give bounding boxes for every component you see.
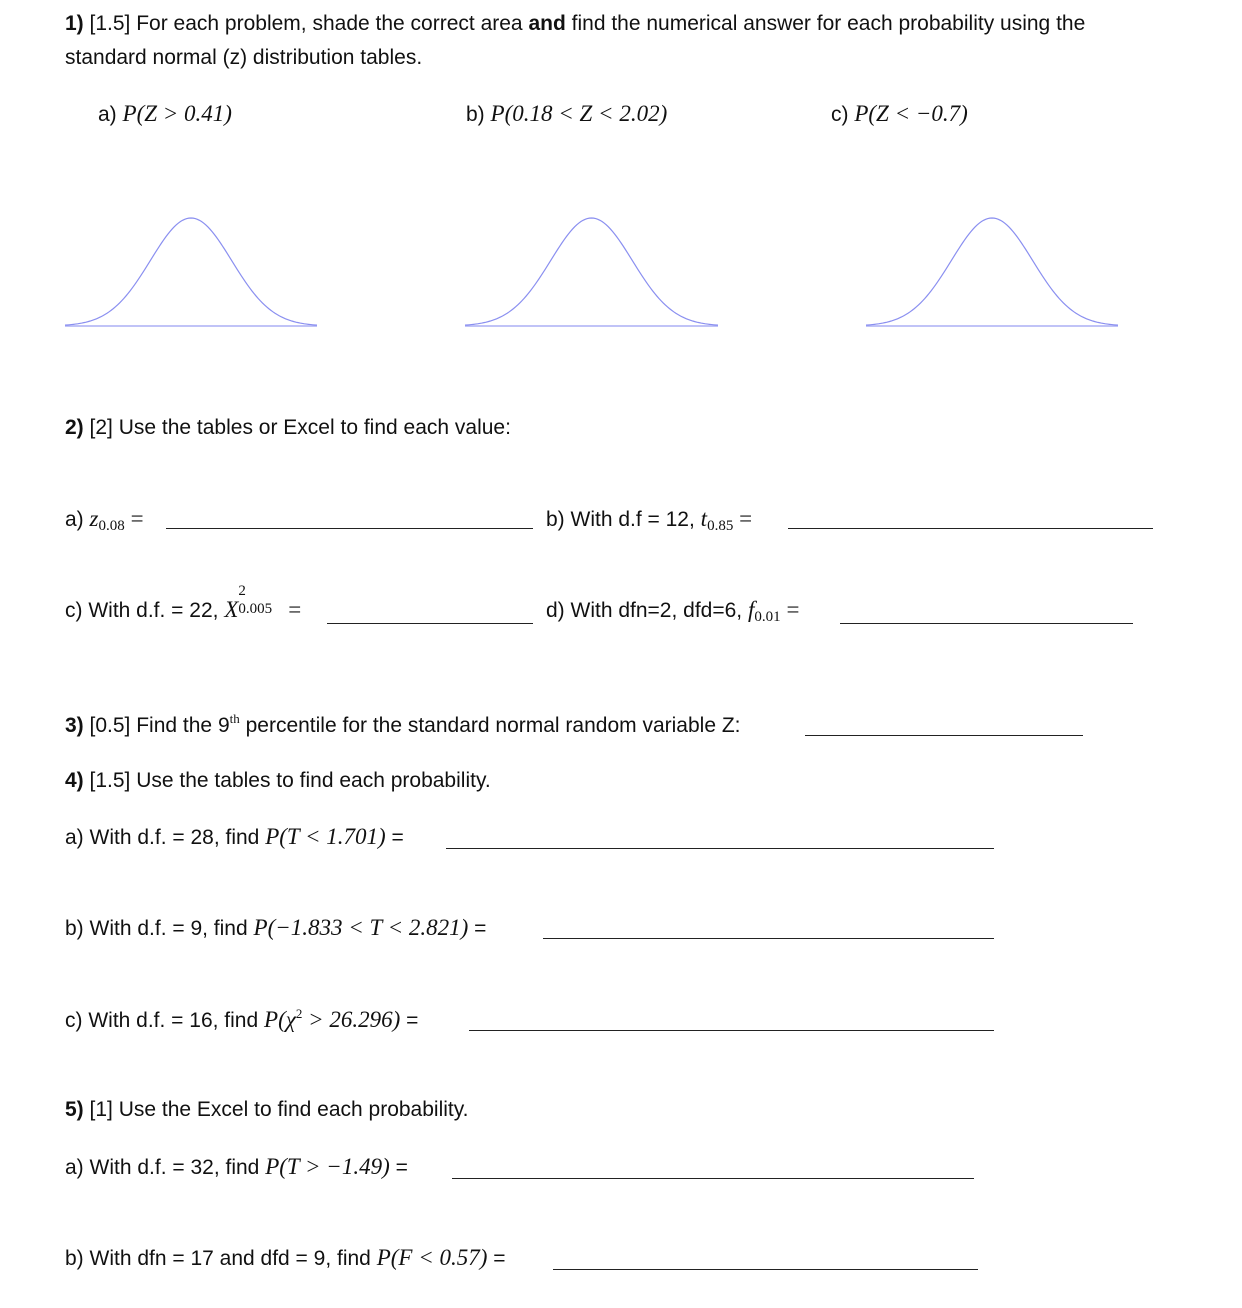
q4c-eq: = bbox=[406, 1009, 419, 1032]
q2d-sub: 0.01 bbox=[754, 609, 781, 625]
q2-part-a bbox=[65, 506, 144, 535]
q1b-expr: P(0.18 < Z < 2.02) bbox=[490, 101, 668, 126]
q2d-answer-blank[interactable] bbox=[840, 623, 1133, 624]
q2-part-b bbox=[546, 506, 752, 535]
q2b-eq: = bbox=[739, 506, 753, 531]
q4b-eq: = bbox=[474, 917, 487, 940]
q5-header bbox=[65, 1098, 469, 1122]
q4a-eq: = bbox=[391, 826, 404, 849]
q2d-eq: = bbox=[786, 597, 800, 622]
q1-line2: standard normal (z) distribution tables. bbox=[65, 46, 423, 69]
q4-number: 4) bbox=[65, 769, 84, 792]
q1-rest: find the numerical answer for each probability using the bbox=[571, 12, 1086, 35]
q1a-label: a) bbox=[98, 103, 117, 126]
q5a-eq: = bbox=[395, 1156, 408, 1179]
q2d-var: f bbox=[747, 597, 755, 622]
q2a-sub: 0.08 bbox=[98, 518, 125, 534]
q4a-expr: P(T < 1.701) bbox=[265, 824, 386, 849]
q3-pre: [0.5] Find the 9 bbox=[89, 714, 230, 737]
q1a-expr: P(Z > 0.41) bbox=[122, 101, 232, 126]
q2c-answer-blank[interactable] bbox=[327, 623, 533, 624]
q2-part-c bbox=[65, 583, 302, 623]
q1-part-c bbox=[831, 101, 968, 127]
q3-post: percentile for the standard normal random variable Z: bbox=[245, 714, 741, 737]
q5b-expr: P(F < 0.57) bbox=[376, 1245, 488, 1270]
q5-number: 5) bbox=[65, 1098, 84, 1121]
q4a-label: a) With d.f. = 28, find bbox=[65, 826, 260, 849]
normal-curve-c[interactable] bbox=[866, 210, 1118, 330]
q2a-eq: = bbox=[130, 506, 144, 531]
q5a-answer-blank[interactable] bbox=[452, 1178, 974, 1179]
q1-part-a bbox=[98, 101, 232, 127]
bell-curve-c bbox=[866, 218, 1118, 325]
q4c-answer-blank[interactable] bbox=[469, 1030, 994, 1031]
q5b-eq: = bbox=[493, 1247, 506, 1270]
q2c-sub: 0.005 bbox=[238, 601, 273, 617]
q2-part-d bbox=[546, 597, 799, 626]
q3-line bbox=[65, 711, 741, 738]
q2a-answer-blank[interactable] bbox=[166, 528, 533, 529]
q2a-label: a) bbox=[65, 508, 84, 531]
q1c-expr: P(Z < −0.7) bbox=[854, 101, 968, 126]
q4b-answer-blank[interactable] bbox=[543, 938, 994, 939]
q5b-answer-blank[interactable] bbox=[553, 1269, 978, 1270]
q4b-expr: P(−1.833 < T < 2.821) bbox=[253, 915, 469, 940]
normal-curve-b[interactable] bbox=[465, 210, 718, 330]
q2c-label: c) With d.f. = 22, bbox=[65, 599, 219, 622]
q2a-var: z bbox=[89, 506, 99, 531]
q4-header bbox=[65, 769, 491, 793]
q1-and: and bbox=[528, 12, 566, 35]
q1c-label: c) bbox=[831, 103, 849, 126]
q4c-expr-pre: P(χ bbox=[264, 1007, 296, 1032]
q4b-label: b) With d.f. = 9, find bbox=[65, 917, 248, 940]
q2c-eq: = bbox=[288, 597, 302, 622]
q5a-label: a) With d.f. = 32, find bbox=[65, 1156, 260, 1179]
q2c-sup: 2 bbox=[238, 583, 246, 599]
q2d-label: d) With dfn=2, dfd=6, bbox=[546, 599, 743, 622]
q2b-var: t bbox=[700, 506, 708, 531]
q3-number: 3) bbox=[65, 714, 84, 737]
q1-points-text: [1.5] For each problem, shade the correct area bbox=[89, 12, 523, 35]
q1-number: 1) bbox=[65, 12, 84, 35]
q1b-label: b) bbox=[466, 103, 485, 126]
bell-curve-a bbox=[65, 218, 317, 325]
q4a-answer-blank[interactable] bbox=[446, 848, 994, 849]
q3-sup: th bbox=[229, 711, 240, 726]
q5-text: [1] Use the Excel to find each probability. bbox=[89, 1098, 469, 1121]
q2c-var: X bbox=[224, 597, 239, 622]
q5a-expr: P(T > −1.49) bbox=[265, 1154, 390, 1179]
q1-part-b bbox=[466, 101, 667, 127]
q2b-sub: 0.85 bbox=[707, 518, 734, 534]
bell-curve-b bbox=[465, 218, 718, 325]
q4-text: [1.5] Use the tables to find each probability. bbox=[89, 769, 491, 792]
q4c-expr-post: > 26.296) bbox=[302, 1007, 401, 1032]
q4c-expr-sup: 2 bbox=[295, 1006, 303, 1021]
q5b-label: b) With dfn = 17 and dfd = 9, find bbox=[65, 1247, 371, 1270]
q4c-label: c) With d.f. = 16, find bbox=[65, 1009, 259, 1032]
q4-part-c bbox=[65, 1006, 418, 1033]
q2b-answer-blank[interactable] bbox=[788, 528, 1153, 529]
q2b-label: b) With d.f = 12, bbox=[546, 508, 695, 531]
q5-part-b bbox=[65, 1245, 506, 1271]
q3-answer-blank[interactable] bbox=[805, 735, 1083, 736]
q2-number: 2) bbox=[65, 416, 84, 439]
q4-part-b bbox=[65, 915, 486, 941]
q2-text: [2] Use the tables or Excel to find each value: bbox=[89, 416, 511, 439]
q1-header bbox=[65, 12, 1085, 36]
q4-part-a bbox=[65, 824, 404, 850]
normal-curve-a[interactable] bbox=[65, 210, 317, 330]
q5-part-a bbox=[65, 1154, 408, 1180]
q2-header bbox=[65, 416, 511, 440]
